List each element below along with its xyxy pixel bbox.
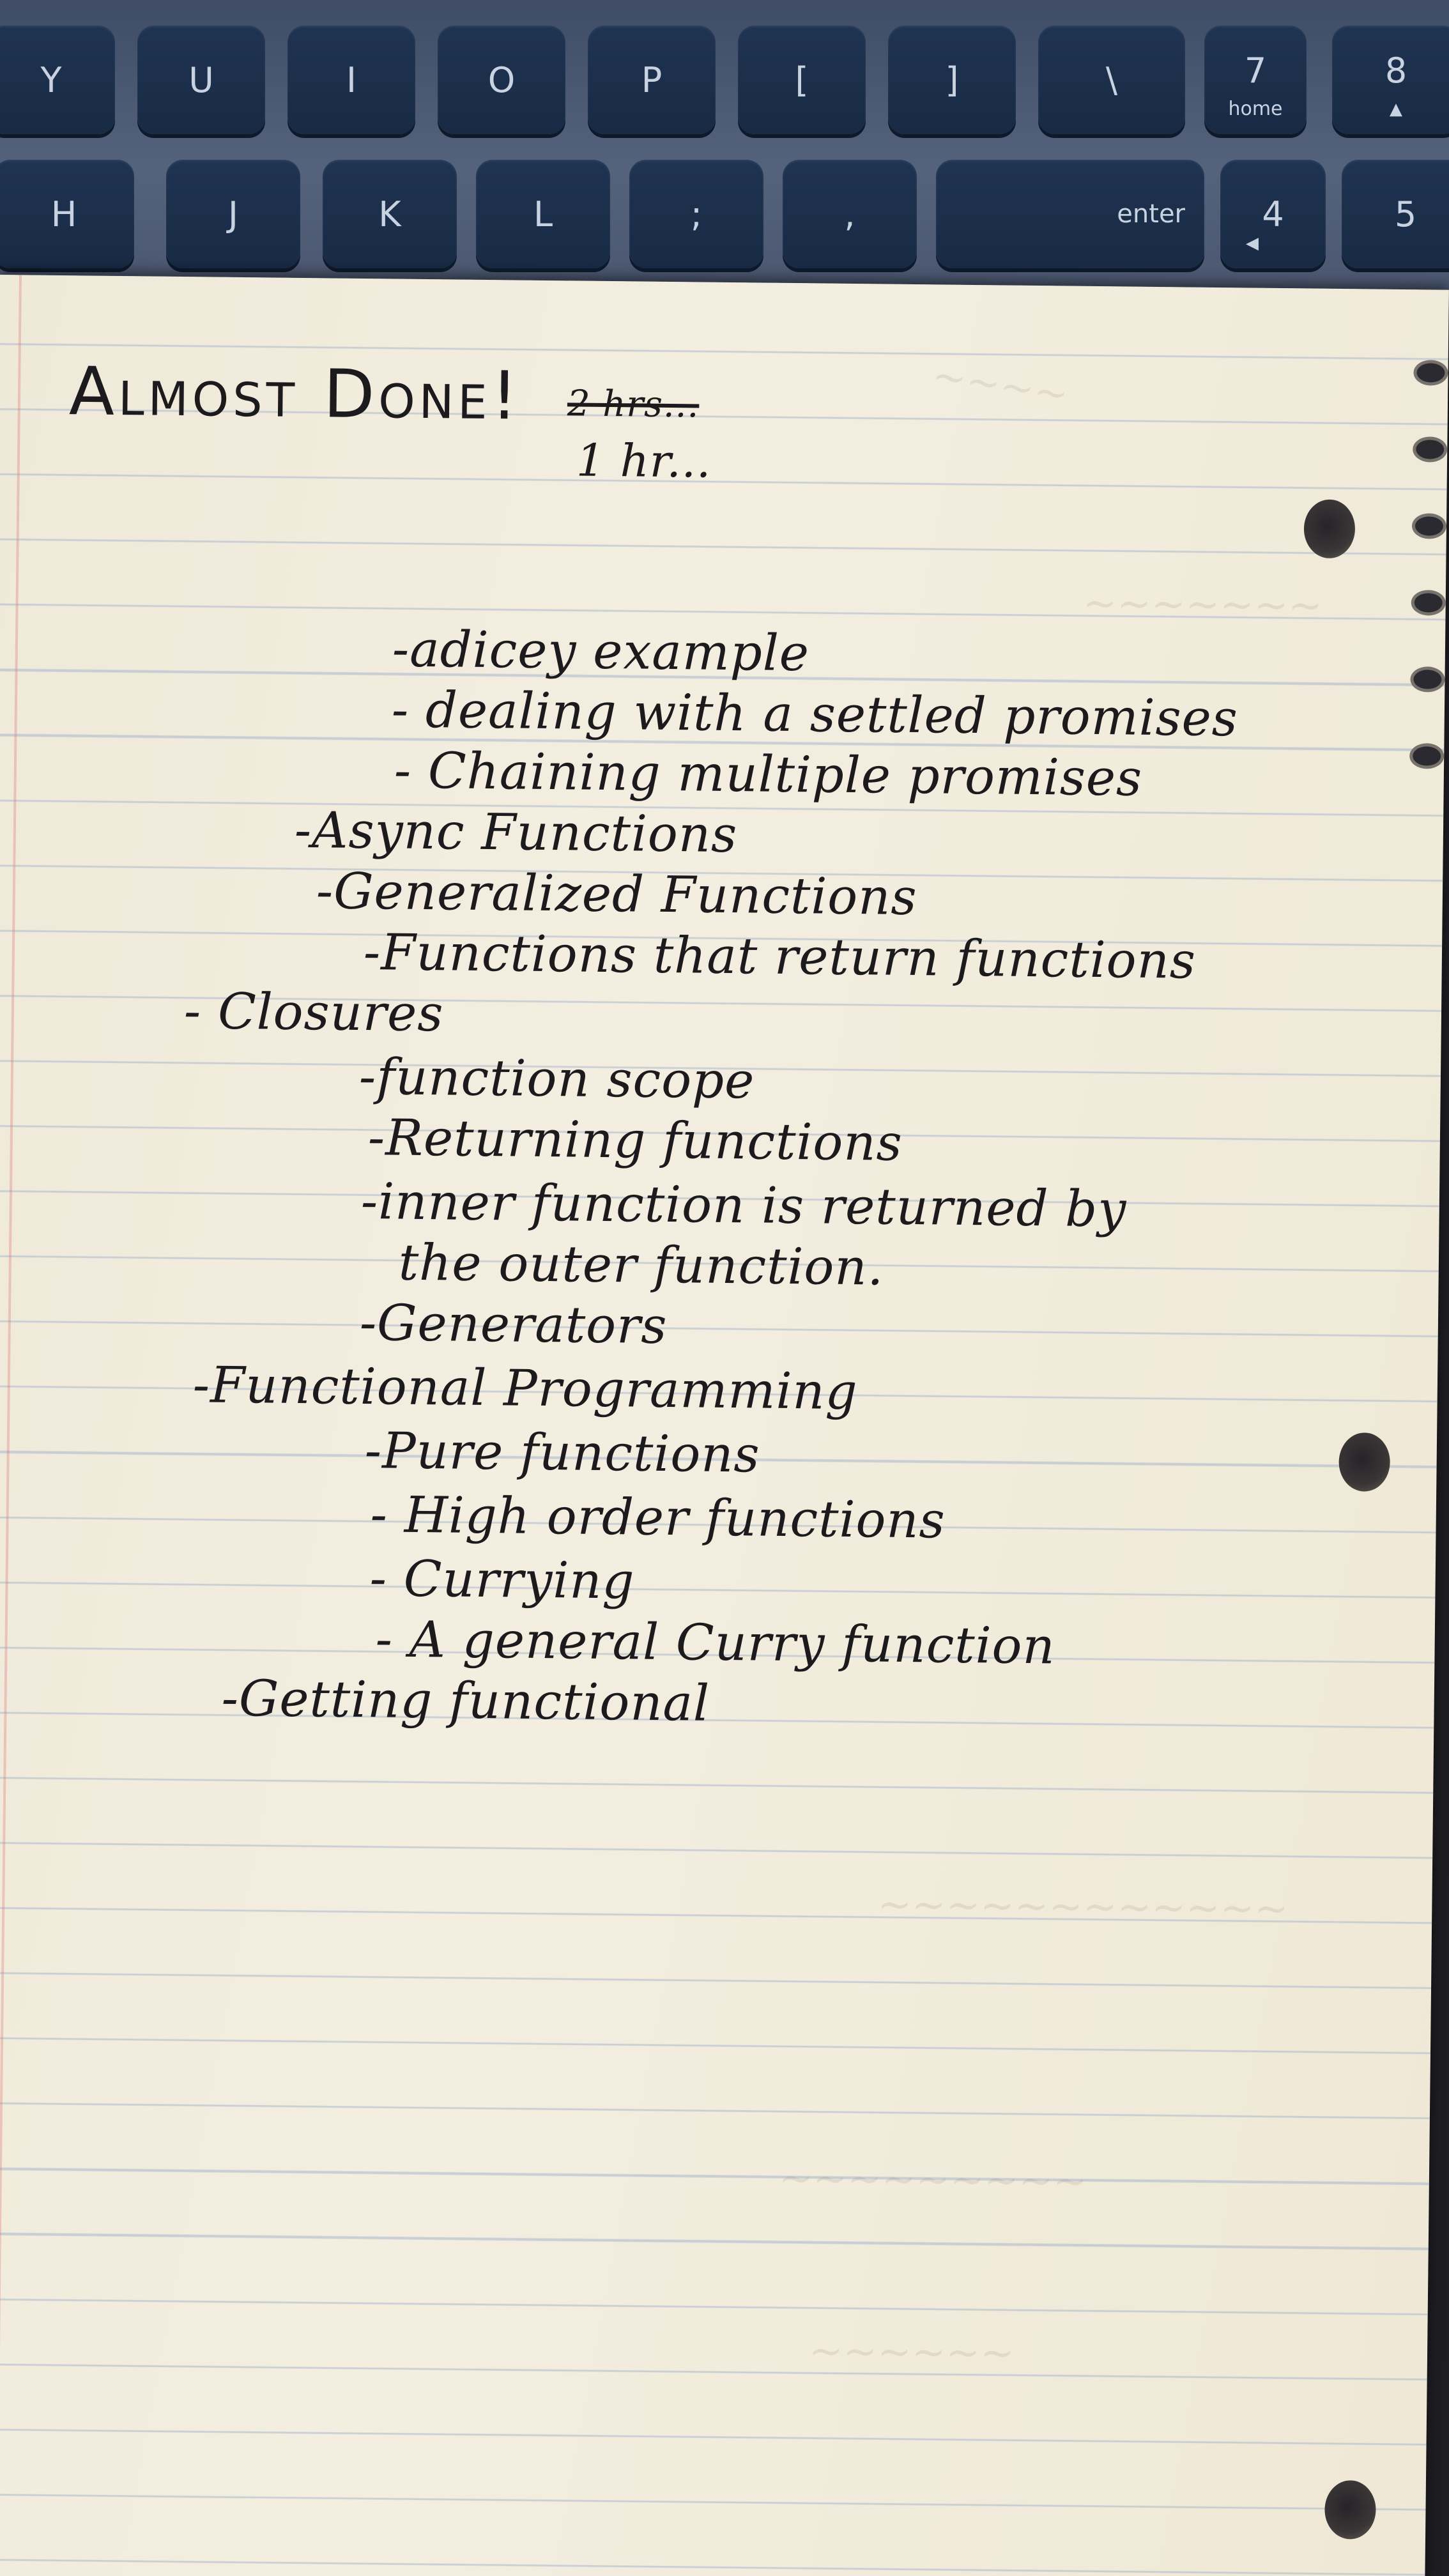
key-4-label: 4 bbox=[1262, 194, 1284, 234]
bleed-through-marks: ~~~~~~ bbox=[808, 2327, 1015, 2377]
key-p: P bbox=[588, 26, 716, 134]
key-k: K bbox=[323, 160, 457, 268]
key-h: H bbox=[0, 160, 134, 268]
key-l: L bbox=[476, 160, 610, 268]
outline-line: - Chaining multiple promises bbox=[394, 742, 1143, 808]
bleed-through-marks: ~~~~~~~ bbox=[1082, 579, 1323, 630]
outline-line: -Pure functions bbox=[364, 1422, 761, 1484]
bleed-through-marks: ~~~~~~~~~~~~ bbox=[877, 1881, 1289, 1933]
outline-line: -Functions that return functions bbox=[363, 924, 1197, 990]
key-u: U bbox=[137, 26, 265, 134]
outline-line: -inner function is returned by bbox=[360, 1172, 1127, 1239]
outline-line: - dealing with a settled promises bbox=[391, 681, 1239, 748]
key-4-arrow-icon: ◀ bbox=[1246, 234, 1259, 253]
outline-line: -adicey example bbox=[392, 620, 810, 683]
outline-line: -Async Functions bbox=[294, 801, 738, 864]
binder-hole bbox=[1338, 1432, 1390, 1492]
spiral-ring bbox=[1410, 666, 1445, 693]
key-close-bracket: ] bbox=[888, 26, 1016, 134]
outline-line: -function scope bbox=[358, 1048, 755, 1110]
spiral-ring bbox=[1413, 436, 1447, 463]
outline-line: the outer function. bbox=[398, 1234, 884, 1297]
key-5: 5 bbox=[1342, 160, 1449, 268]
outline-line: -Functional Programming bbox=[192, 1356, 859, 1422]
outline-line: - Currying bbox=[369, 1550, 635, 1611]
key-j: J bbox=[166, 160, 300, 268]
outline-line: -Returning functions bbox=[367, 1109, 903, 1172]
key-8-arrow-icon: ▲ bbox=[1390, 100, 1402, 119]
struck-out-estimate: 2 hrs... bbox=[567, 383, 700, 426]
key-quote: , bbox=[783, 160, 917, 268]
key-8-label: 8 bbox=[1384, 50, 1407, 91]
outline-line: - A general Curry function bbox=[375, 1611, 1056, 1676]
spiral-ring bbox=[1412, 513, 1446, 539]
key-o: O bbox=[438, 26, 565, 134]
key-backslash: \ bbox=[1038, 26, 1185, 134]
key-y: Y bbox=[0, 26, 115, 134]
key-semicolon: ; bbox=[629, 160, 763, 268]
bleed-through-marks: ~~~~ bbox=[928, 351, 1072, 420]
spiral-ring bbox=[1409, 743, 1444, 769]
key-i: I bbox=[288, 26, 415, 134]
key-7-label: 7 bbox=[1244, 50, 1267, 91]
outline-line: - High order functions bbox=[370, 1486, 946, 1550]
page-margin-line bbox=[0, 275, 22, 2576]
key-7-sub-label: home bbox=[1228, 98, 1283, 120]
time-estimate: 1 hr... bbox=[576, 434, 712, 488]
key-4 bbox=[1220, 160, 1326, 268]
key-7-home bbox=[1204, 26, 1307, 134]
binder-hole bbox=[1324, 2480, 1376, 2540]
key-enter bbox=[936, 160, 1204, 268]
outline-line: -Getting functional bbox=[221, 1669, 710, 1733]
laptop-keyboard bbox=[0, 0, 1449, 307]
spiral-ring bbox=[1411, 590, 1446, 616]
bleed-through-marks: ~~~~~~~~~ bbox=[778, 2154, 1087, 2205]
binder-hole bbox=[1303, 499, 1355, 558]
outline-line: -Generalized Functions bbox=[316, 862, 918, 927]
key-8 bbox=[1332, 26, 1449, 134]
spiral-ring bbox=[1413, 360, 1448, 386]
notebook-page bbox=[0, 275, 1449, 2576]
key-enter-label: enter bbox=[1117, 199, 1185, 229]
notes-title: Almost Done! bbox=[68, 352, 522, 435]
outline-line: -Generators bbox=[359, 1294, 668, 1356]
outline-line: - Closures bbox=[183, 983, 444, 1043]
key-open-bracket: [ bbox=[738, 26, 866, 134]
